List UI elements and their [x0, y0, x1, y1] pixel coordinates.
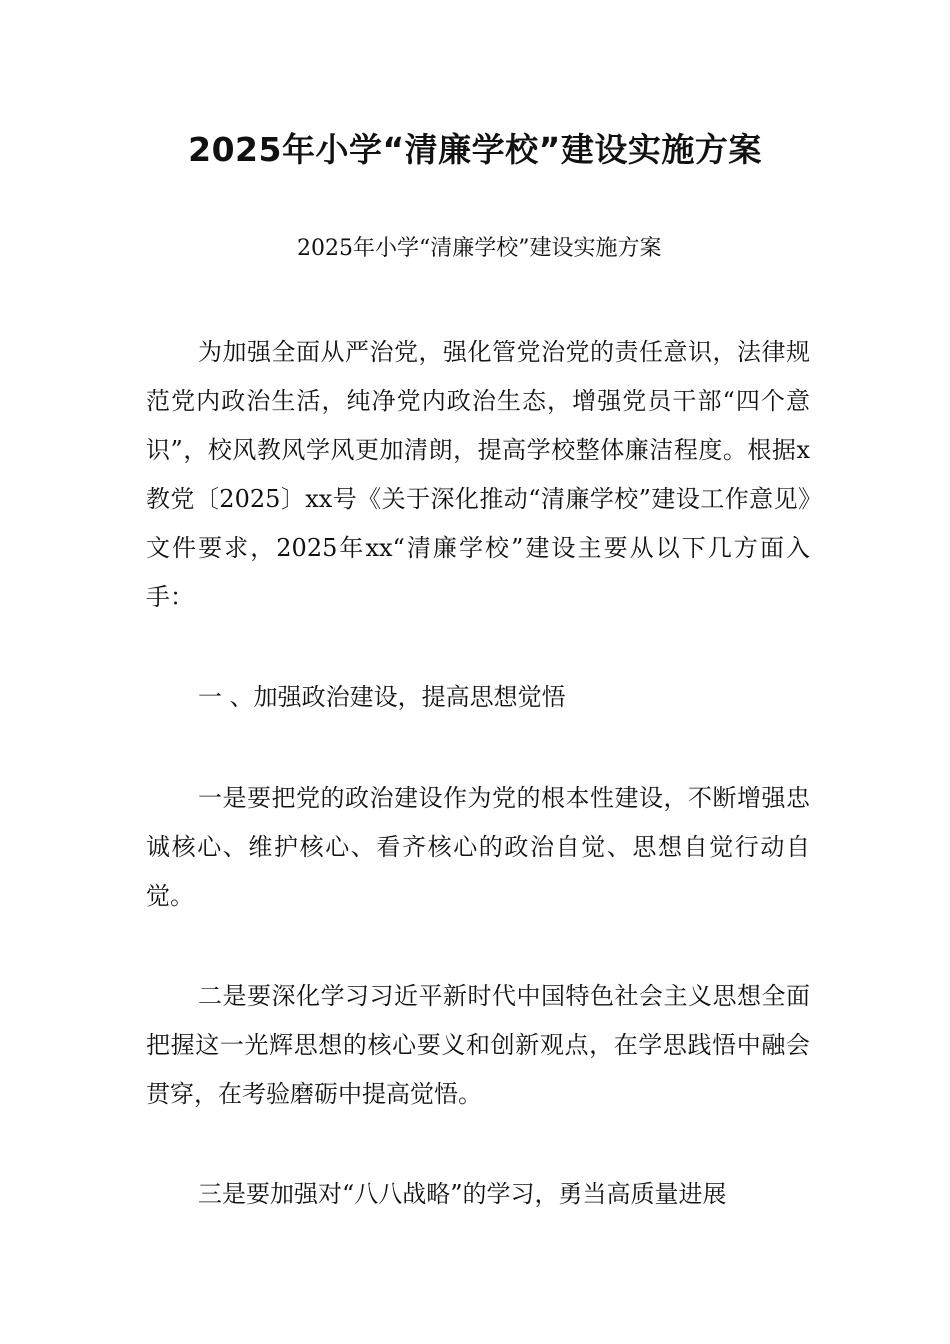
body-paragraph-1: 一是要把党的政治建设作为党的根本性建设，不断增强忠诚核心、维护核心、看齐核心的政治自觉、思想自觉行动自觉。: [146, 784, 810, 910]
intro-paragraph: 为加强全面从严治党，强化管党治党的责任意识，法律规范党内政治生活，纯净党内政治生态，增强党员干部“四个意识”，校风教风学风更加清朗，提高学校整体廉洁程度。根据x教党〔2025〕xx号《关于深化推动“清廉学校”建设工作意见》文件要求，2025年xx“清廉学校”建设主要从以下几方面入手：: [146, 338, 810, 611]
document-title: 2025年小学“清廉学校”建设实施方案: [188, 130, 762, 169]
body-paragraph-2: 二是要深化学习习近平新时代中国特色社会主义思想全面把握这一光辉思想的核心要义和创新观点，在学思践悟中融会贯穿，在考验磨砺中提高觉悟。: [146, 982, 810, 1108]
document-subtitle: 2025年小学“清廉学校”建设实施方案: [297, 236, 662, 261]
body-paragraph-3: 三是要加强对“八八战略”的学习，勇当高质量进展: [198, 1180, 727, 1208]
section-heading: 一 、加强政治建设，提高思想觉悟: [198, 683, 566, 711]
